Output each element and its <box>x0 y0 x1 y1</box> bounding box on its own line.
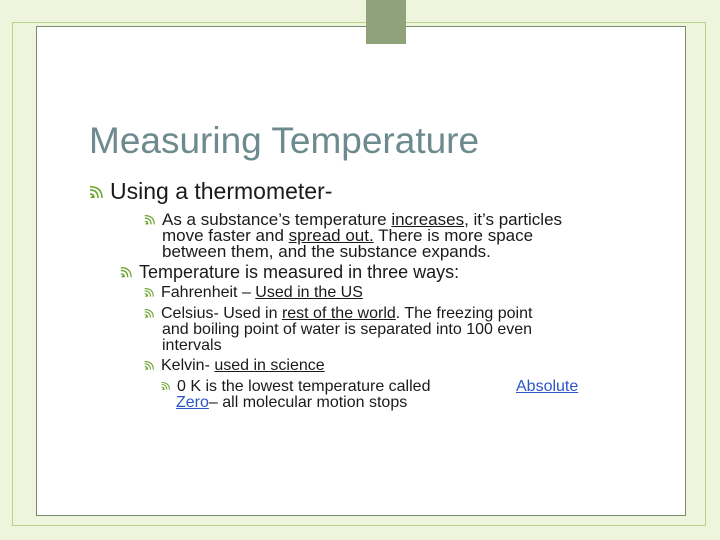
bullet-icon <box>119 262 133 283</box>
bullet-icon <box>160 379 171 395</box>
bullet-icon <box>88 178 104 205</box>
text: , it’s particles <box>464 210 563 229</box>
bullet-icon <box>143 212 156 228</box>
bullet-celsius <box>143 306 532 322</box>
text: Fahrenheit – <box>161 284 256 301</box>
bullet-absolute-zero <box>160 379 430 395</box>
text: Celsius- Used in <box>161 305 282 322</box>
text: move faster and <box>162 226 289 245</box>
bullet-icon <box>143 285 155 301</box>
bullet-icon <box>143 358 155 374</box>
bullet-continuation <box>162 322 532 338</box>
bullet-continuation <box>162 244 491 260</box>
text: intervals <box>162 337 222 354</box>
zero-link[interactable]: Zero <box>176 394 209 411</box>
text: – all molecular motion stops <box>208 394 408 411</box>
underlined-text: increases <box>391 210 465 229</box>
text: between them, and the substance expands. <box>162 242 491 261</box>
bullet-using-thermometer <box>88 178 332 205</box>
underlined-text: spread out. <box>288 226 374 245</box>
text: Kelvin- <box>161 357 215 374</box>
bullet-icon <box>143 306 155 322</box>
text: As a substance’s temperature <box>162 210 392 229</box>
text: . The freezing point <box>395 305 533 322</box>
absolute-link[interactable] <box>516 379 578 395</box>
text: and boiling point of water is separated into 100 even <box>162 321 533 338</box>
text: 0 K is the lowest temperature called <box>177 378 431 395</box>
underlined-text: rest of the world <box>281 305 396 322</box>
link-text[interactable]: Absolute <box>516 378 579 395</box>
bullet-continuation <box>176 395 407 411</box>
bullet-fahrenheit <box>143 285 363 301</box>
slide-title: Measuring Temperature <box>89 120 480 161</box>
bullet-text: Using a thermometer- <box>110 178 333 204</box>
bullet-text: Temperature is measured in three ways: <box>139 262 460 282</box>
top-accent-bar <box>366 0 406 44</box>
text: There is more space <box>373 226 534 245</box>
bullet-kelvin <box>143 358 325 374</box>
underlined-text: used in science <box>214 357 325 374</box>
underlined-text: Used in the US <box>255 284 363 301</box>
bullet-three-ways <box>119 262 459 283</box>
bullet-continuation <box>162 338 222 354</box>
